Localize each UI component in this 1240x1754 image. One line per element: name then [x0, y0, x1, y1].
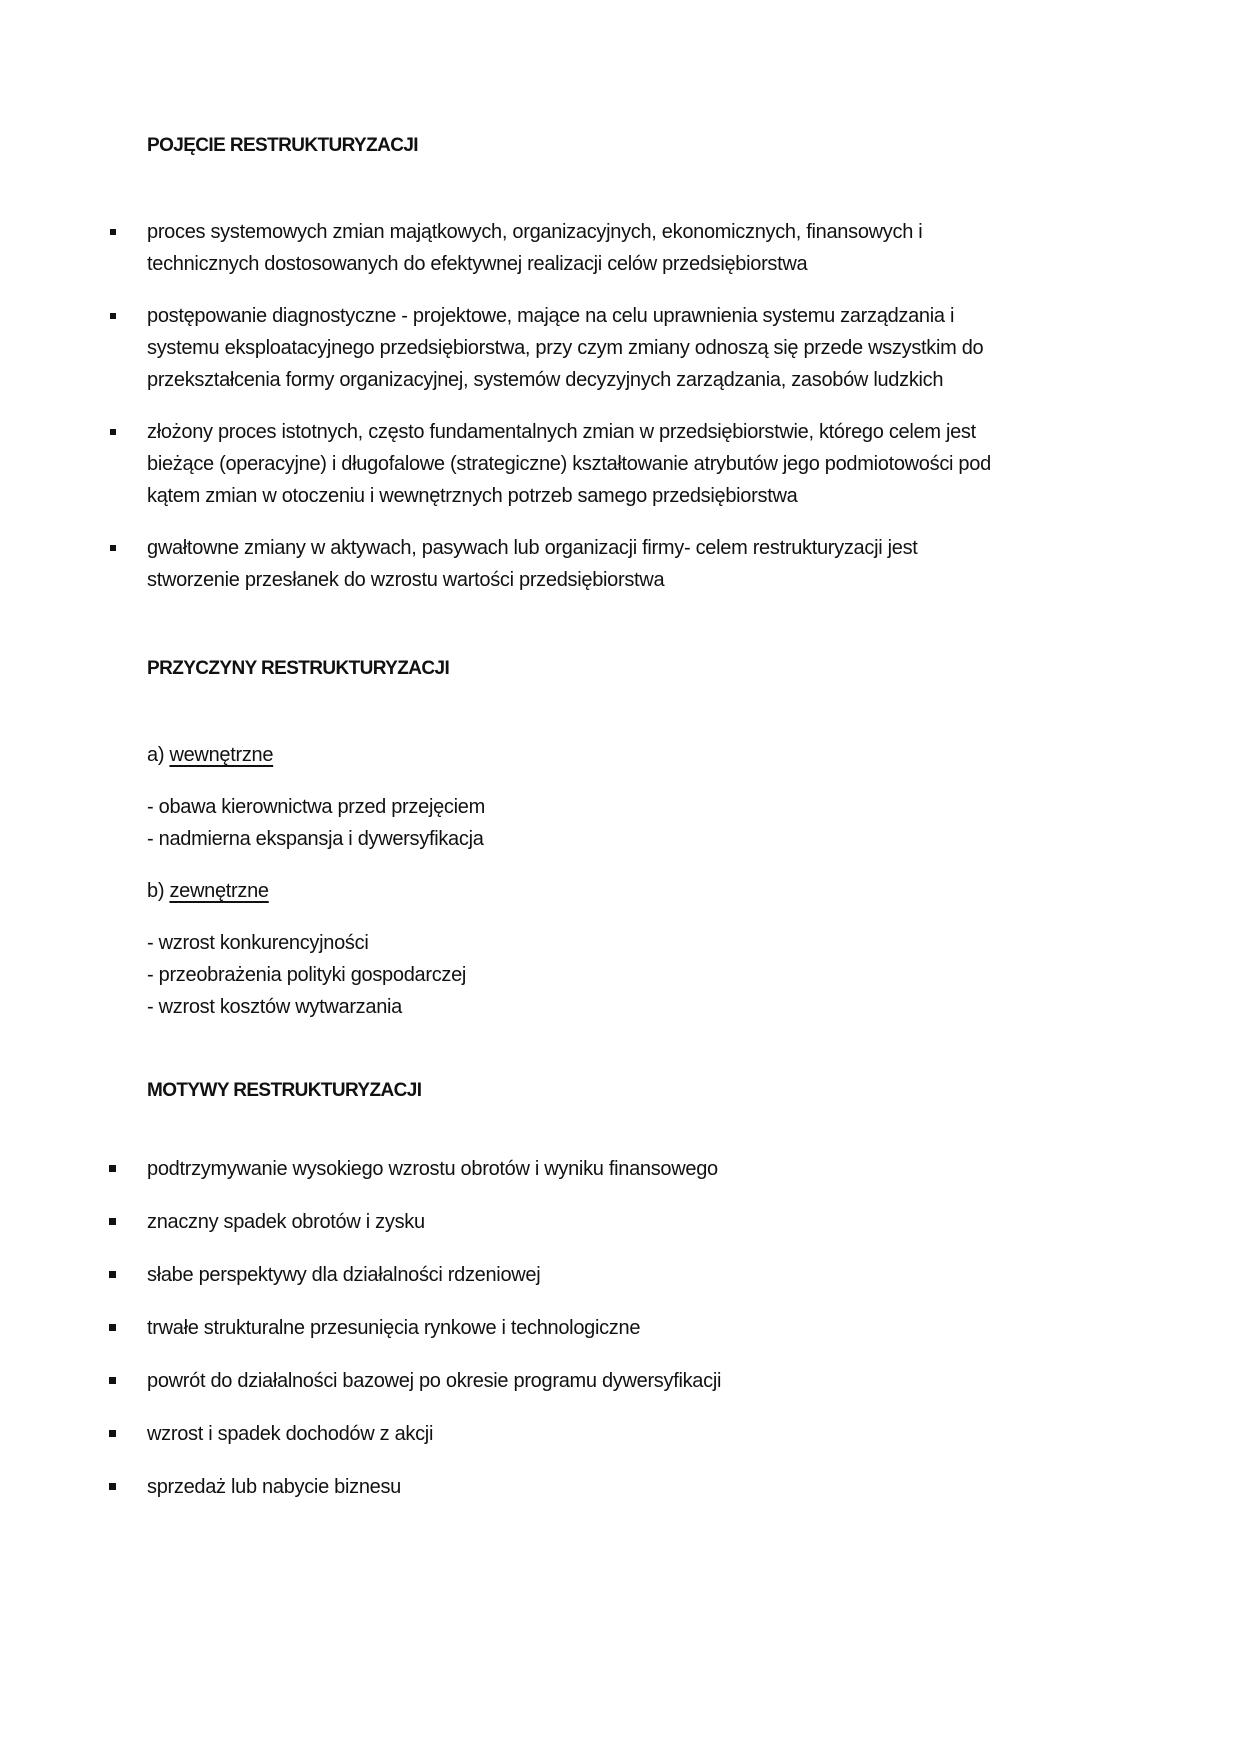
- bullet-icon: [110, 545, 116, 551]
- definition-item: gwałtowne zmiany w aktywach, pasywach lub organizacji firmy- celem restrukturyzacji jest stworzenie przesłanek do wzrostu wartości przedsiębiorstwa: [147, 537, 918, 591]
- list-item: - wzrost konkurencyjności: [147, 932, 369, 954]
- motive-item: podtrzymywanie wysokiego wzrostu obrotów i wyniku finansowego: [147, 1158, 718, 1180]
- square-bullet-icon: [109, 1430, 116, 1437]
- motive-item: znaczny spadek obrotów i zysku: [147, 1211, 425, 1233]
- list-item: - obawa kierownictwa przed przejęciem: [147, 796, 485, 818]
- list-item: - wzrost kosztów wytwarzania: [147, 996, 402, 1018]
- motive-item: sprzedaż lub nabycie biznesu: [147, 1476, 401, 1498]
- square-bullet-icon: [109, 1218, 116, 1225]
- motive-item: wzrost i spadek dochodów z akcji: [147, 1423, 434, 1445]
- bullet-icon: [110, 229, 116, 235]
- square-bullet-icon: [109, 1271, 116, 1278]
- motives-heading: MOTYWY RESTRUKTURYZACJI: [147, 1080, 422, 1101]
- list-item: - przeobrażenia polityki gospodarczej: [147, 964, 467, 986]
- definition-heading: POJĘCIE RESTRUKTURYZACJI: [147, 135, 418, 156]
- definition-item: proces systemowych zmian majątkowych, organizacyjnych, ekonomicznych, finansowych i technicznych dostosowanych do efektywnej realizacji celów przedsiębiorstwa: [147, 221, 923, 275]
- motive-item: słabe perspektywy dla działalności rdzeniowej: [147, 1264, 541, 1286]
- definition-item: złożony proces istotnych, często fundamentalnych zmian w przedsiębiorstwie, którego celem jest bieżące (operacyjne) i długofalowe (strategiczne) kształtowanie atrybutów jego podmiotowości pod kątem zmian w otoczeniu i wewnętrznych potrzeb samego przedsiębiorstwa: [147, 421, 991, 507]
- motive-item: powrót do działalności bazowej po okresie programu dywersyfikacji: [147, 1370, 722, 1392]
- external-causes-list: [147, 927, 466, 1023]
- list-item: - nadmierna ekspansja i dywersyfikacja: [147, 828, 484, 850]
- causes-heading: PRZYCZYNY RESTRUKTURYZACJI: [147, 658, 450, 679]
- internal-causes-list: [147, 791, 485, 855]
- square-bullet-icon: [109, 1324, 116, 1331]
- external-causes-label: b) zewnętrzne: [147, 880, 269, 902]
- bullet-icon: [110, 313, 116, 319]
- square-bullet-icon: [109, 1377, 116, 1384]
- square-bullet-icon: [109, 1483, 116, 1490]
- motive-item: trwałe strukturalne przesunięcia rynkowe i technologiczne: [147, 1317, 641, 1339]
- square-bullet-icon: [109, 1165, 116, 1172]
- bullet-icon: [110, 429, 116, 435]
- internal-causes-label: a) wewnętrzne: [147, 744, 274, 766]
- definition-item: postępowanie diagnostyczne - projektowe, mające na celu uprawnienia systemu zarządzania i systemu eksploatacyjnego przedsiębiorstwa, przy czym zmiany odnoszą się przede wszystkim do przekształcenia formy organizacyjnej, systemów decyzyjnych zarządzania, zasobów ludzkich: [147, 305, 984, 391]
